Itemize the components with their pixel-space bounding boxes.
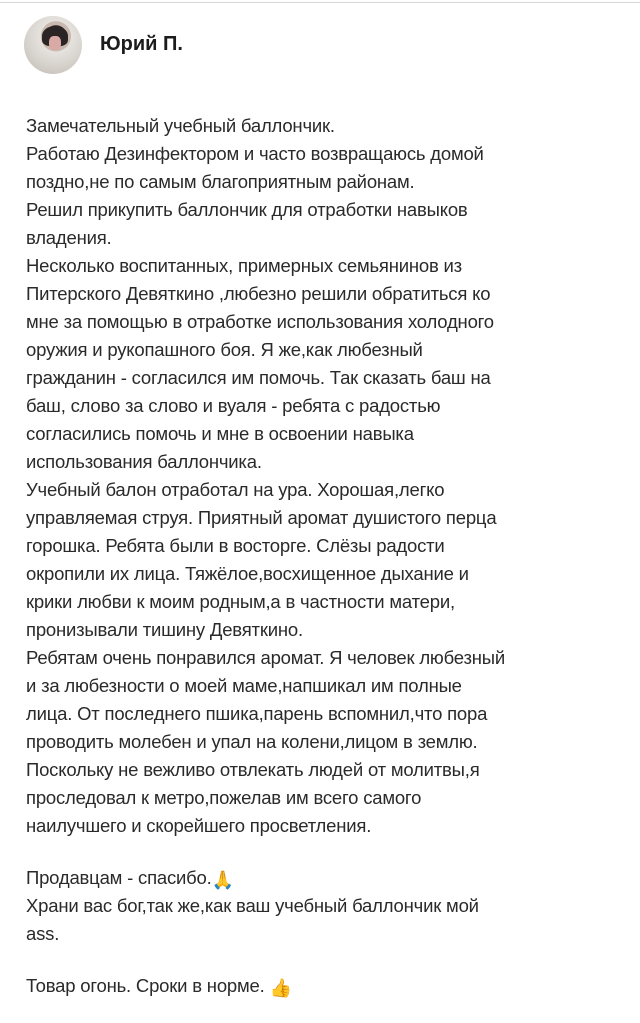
review-line: и за любезности о моей маме,напшикал им полные bbox=[26, 675, 462, 696]
review-line: Решил прикупить баллончик для отработки навыков bbox=[26, 199, 468, 220]
review-text bbox=[26, 112, 505, 1000]
blank-line bbox=[26, 840, 505, 864]
review-line: Работаю Дезинфектором и часто возвращаюсь домой bbox=[26, 143, 484, 164]
review-line: оружия и рукопашного боя. Я же,как любезный bbox=[26, 339, 423, 360]
top-divider bbox=[0, 2, 640, 3]
review-line: проводить молебен и упал на колени,лицом в землю. bbox=[26, 731, 478, 752]
review-line: владения. bbox=[26, 227, 112, 248]
review-paragraph bbox=[26, 112, 505, 840]
review-line: наилучшего и скорейшего просветления. bbox=[26, 815, 372, 836]
review-line: Питерского Девяткино ,любезно решили обратиться ко bbox=[26, 283, 491, 304]
avatar-face bbox=[49, 36, 61, 50]
review-line: баш, слово за слово и вуаля - ребята с радостью bbox=[26, 395, 441, 416]
thumbs-up-icon: 👍 bbox=[269, 978, 292, 998]
thanks-text: Продавцам - спасибо. bbox=[26, 867, 212, 888]
review-line: Несколько воспитанных, примерных семьянинов из bbox=[26, 255, 462, 276]
review-line: управляемая струя. Приятный аромат душистого перца bbox=[26, 507, 497, 528]
review-line: крики любви к моим родным,а в частности матери, bbox=[26, 591, 455, 612]
review-line: поздно,не по самым благоприятным районам. bbox=[26, 171, 415, 192]
review-line: окропили их лица. Тяжёлое,восхищенное дыхание и bbox=[26, 563, 469, 584]
review-line: лица. От последнего пшика,парень вспомнил,что пора bbox=[26, 703, 488, 724]
review-line: согласились помочь и мне в освоении навыка bbox=[26, 423, 414, 444]
review-line: гражданин - согласился им помочь. Так сказать баш на bbox=[26, 367, 491, 388]
final-text: Товар огонь. Сроки в норме. bbox=[26, 975, 265, 996]
review-line: Учебный балон отработал на ура. Хорошая,легко bbox=[26, 479, 445, 500]
praying-hands-icon: 🙏 bbox=[211, 870, 234, 890]
review-line: Замечательный учебный баллончик. bbox=[26, 115, 335, 136]
author-name[interactable]: Юрий П. bbox=[100, 33, 183, 55]
review-line: пронизывали тишину Девяткино. bbox=[26, 619, 303, 640]
review-line: Поскольку не вежливо отвлекать людей от молитвы,я bbox=[26, 759, 480, 780]
bless-line: ass. bbox=[26, 923, 60, 944]
review-line: Ребятам очень понравился аромат. Я человек любезный bbox=[26, 647, 505, 668]
bless-line: Храни вас бог,так же,как ваш учебный баллончик мой bbox=[26, 895, 479, 916]
author-avatar[interactable] bbox=[24, 16, 82, 74]
review-line: использования баллончика. bbox=[26, 451, 262, 472]
blank-line bbox=[26, 948, 505, 972]
review-line: горошка. Ребята были в восторге. Слёзы радости bbox=[26, 535, 445, 556]
thanks-line bbox=[26, 864, 505, 892]
review-line: проследовал к метро,пожелав им всего самого bbox=[26, 787, 422, 808]
final-line bbox=[26, 972, 505, 1000]
review-line: мне за помощью в отработке использования холодного bbox=[26, 311, 494, 332]
